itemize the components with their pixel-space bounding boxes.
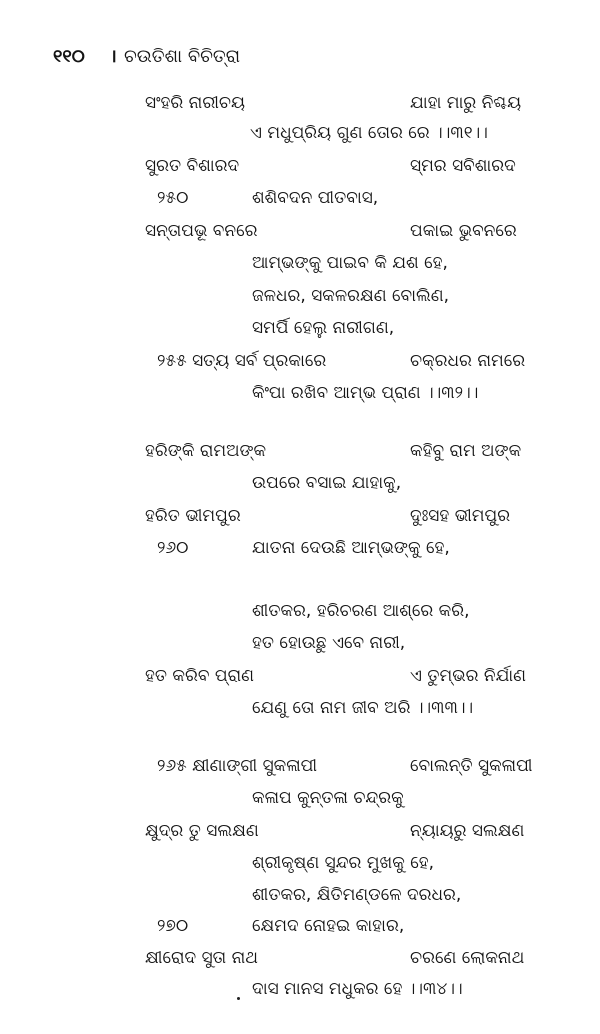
verse-line: ଶ୍ରୀକୃଷ୍ଣ ସୁନ୍ଦର ମୁଖକୁ ହେ, xyxy=(252,853,435,873)
verse-line-right: ନ୍ୟାୟରୁ ସଲକ୍ଷଣ xyxy=(410,821,525,841)
verse-line-right: ଏ ତୁମ୍ଭର ନିର୍ଯାଣ xyxy=(410,666,527,686)
verse-line-right: ସ୍ମର ସବିଶାରଦ xyxy=(410,156,516,176)
verse-line-left: ହରିଙ୍କି ରାମଅଙ୍କ xyxy=(145,441,267,461)
line-number: ୨୭୦ xyxy=(157,916,189,936)
verse-line: ହତ ହୋଉଛୁ ଏବେ ନାରୀ, xyxy=(252,633,406,653)
verse-line-left: କ୍ଷୁଦ୍ର ତୁ ସଲକ୍ଷଣ xyxy=(145,821,259,841)
print-speck xyxy=(237,997,240,1000)
verse-line-right: କହିବୁ ରାମ ଅଙ୍କ xyxy=(410,441,522,461)
verse-line: ଯାତନା ଦେଉଛି ଆମ୍ଭଙ୍କୁ ହେ, xyxy=(252,538,450,558)
verse-line-right: ଦୁଃସହ ଭୀମପୁର xyxy=(410,506,511,526)
verse-line: ଉପରେ ବସାଇ ଯାହାକୁ, xyxy=(252,473,402,493)
verse-line: ଦାସ ମାନସ ମଧୁକର ହେ ।।୩୪।। xyxy=(252,979,463,999)
verse-line-left: ହତ କରିବ ପ୍ରାଣ xyxy=(145,666,254,686)
verse-line: ଶଶିବଦନ ପୀତବାସ, xyxy=(252,188,379,208)
verse-line-right: ଯାହା ମାରୁ ନିଶ୍ଚୟ xyxy=(410,93,522,113)
verse-line-left: ୨୫୫ ସତ୍ୟ ସର୍ବ ପ୍ରକାରେ xyxy=(157,351,327,371)
verse-line: କ୍ଷେମଦ ନୋହଇ କାହାର, xyxy=(252,916,405,936)
line-number: ୨୫୦ xyxy=(157,188,189,208)
verse-line-right: ପକାଇ ଭୁବନରେ xyxy=(410,221,517,241)
verse-line-left: ୨୬୫ କ୍ଷୀଣାଙ୍ଗୀ ସୁକଳାପୀ xyxy=(157,756,318,776)
verse-line-left: କ୍ଷୀରୋଦ ସୁତା ନାଥ xyxy=(145,948,258,968)
line-number: ୨୬୦ xyxy=(157,538,189,558)
verse-line-left: ସନ୍ତାପଭୂ ବନରେ xyxy=(145,221,258,241)
verse-line: ଯେଣୁ ତୋ ନାମ ଜୀବ ଅରି ।।୩୩।। xyxy=(252,698,474,718)
verse-line-left: ସଂହରି ନାରୀଚୟ xyxy=(145,93,246,113)
verse-line-right: ଚରଣେ ଲୋକନାଥ xyxy=(410,948,525,968)
verse-line: କଳାପ କୁନ୍ତଳା ଚନ୍ଦ୍ରକୁ xyxy=(252,788,404,808)
verse-line: ଆମ୍ଭଙ୍କୁ ପାଇବ କି ଯଶ ହେ, xyxy=(252,253,448,273)
verse-line-left: ସୁରତ ବିଶାରଦ xyxy=(145,156,240,176)
verse-line: ଜଳଧର, ସକଳରକ୍ଷଣ ବୋଲିଣ, xyxy=(252,286,450,306)
book-title: ଚଉତିଶା ବିଚିତ୍ରା xyxy=(124,46,241,67)
verse-line-right: ଚକ୍ରଧର ନାମରେ xyxy=(410,351,526,371)
verse-line: ଶୀତକର, ହରିଚରଣ ଆଶ୍ରେ କରି, xyxy=(252,601,470,621)
verse-line: ଏ ମଧୁପ୍ରିୟ ଗୁଣ ତୋର ରେ ।।୩୧।। xyxy=(250,123,488,143)
verse-line: ସମର୍ପି ହେଲୁ ନାରୀଗଣ, xyxy=(252,318,395,338)
verse-line: କିଂପା ରଖିବ ଆମ୍ଭ ପ୍ରାଣ ।।୩୨।। xyxy=(252,383,479,403)
verse-line-left: ହରିତ ଭୀମପୁର xyxy=(145,506,241,526)
header-separator: । xyxy=(110,46,117,67)
verse-line-right: ବୋଲନ୍ତି ସୁକଳାପୀ xyxy=(410,756,533,776)
verse-line: ଶୀତକର, କ୍ଷିତିମଣ୍ଡଳେ ଦରଧର, xyxy=(252,885,462,905)
page-number: ୧୧୦ xyxy=(53,46,85,67)
